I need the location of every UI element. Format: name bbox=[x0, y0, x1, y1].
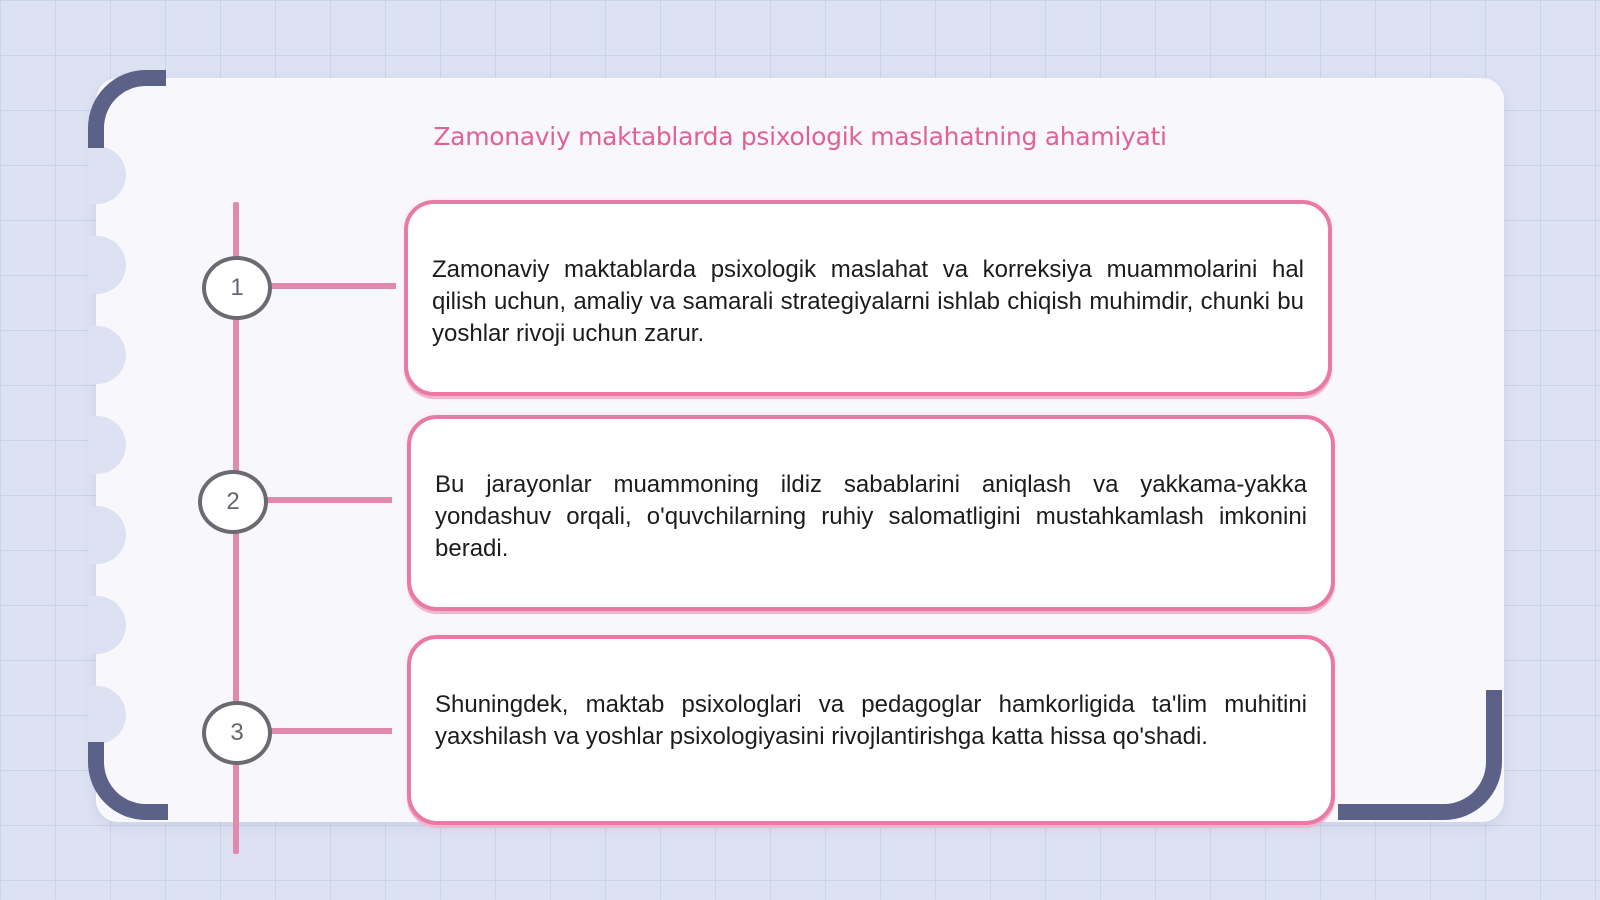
timeline-connector bbox=[262, 497, 392, 503]
step-number-marker: 3 bbox=[202, 701, 272, 765]
timeline-connector bbox=[266, 728, 392, 734]
slide-title: Zamonaviy maktablarda psixologik maslahatning ahamiyati bbox=[433, 122, 1167, 151]
frame-corner-bottom-right bbox=[1338, 690, 1502, 820]
timeline-connector bbox=[266, 283, 396, 289]
step-card bbox=[407, 635, 1335, 825]
step-card-text: Bu jarayonlar muammoning ildiz sabablarini aniqlash va yakkama-yakka yondashuv orqali, o'quvchilarning ruhiy salomatligini mustahkamlash imkonini beradi. bbox=[435, 471, 1307, 562]
step-card bbox=[407, 415, 1335, 611]
step-card-text: Zamonaviy maktablarda psixologik maslahat va korreksiya muammolarini hal qilish uchun, amaliy va samarali strategiyalarni ishlab chiqish muhimdir, chunki bu yoshlar rivoji uchun zarur. bbox=[432, 256, 1304, 347]
step-number-marker: 1 bbox=[202, 256, 272, 320]
step-number-marker: 2 bbox=[198, 470, 268, 534]
step-card bbox=[404, 200, 1332, 396]
step-card-text: Shuningdek, maktab psixologlari va pedagoglar hamkorligida ta'lim muhitini yaxshilash va yoshlar psixologiyasini rivojlantirishga katta hissa qo'shadi. bbox=[435, 691, 1307, 750]
